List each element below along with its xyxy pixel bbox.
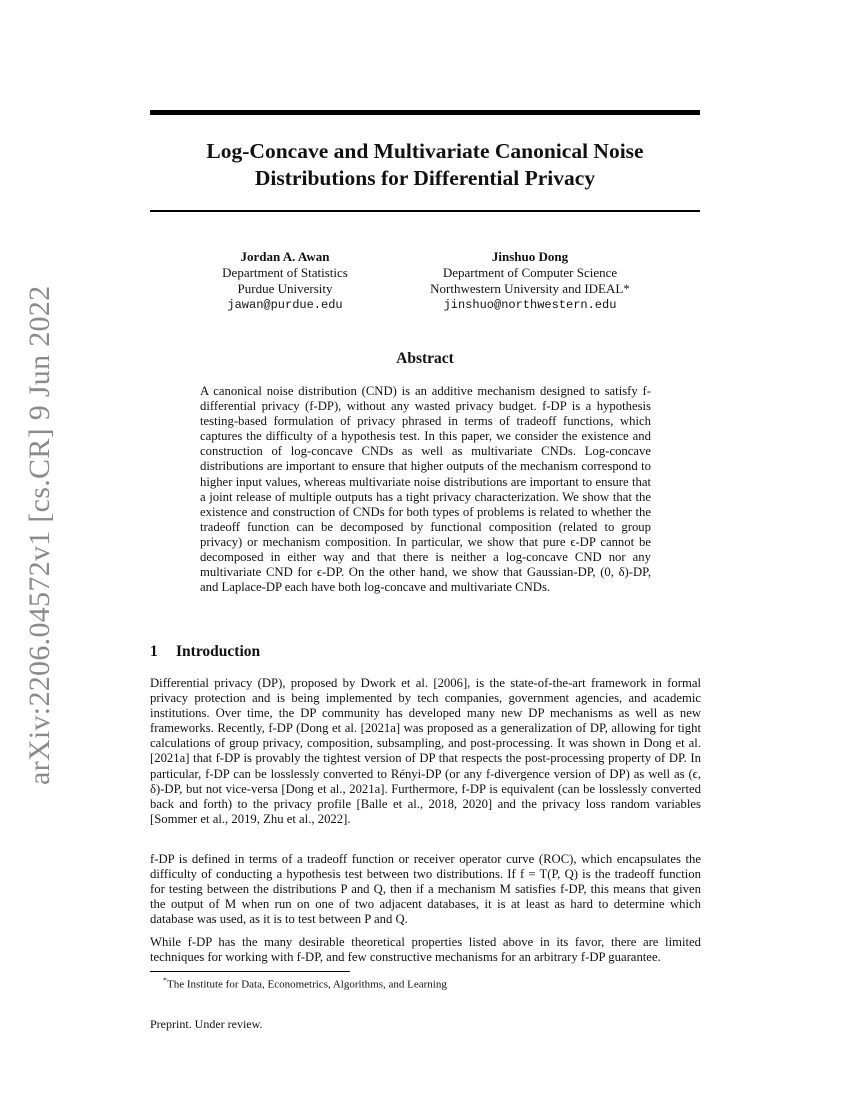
- author-block-2: [400, 249, 660, 313]
- author-email[interactable]: jawan@purdue.edu: [227, 298, 343, 312]
- footnote-marker: *: [163, 976, 167, 985]
- preprint-footer: Preprint. Under review.: [150, 1017, 263, 1031]
- title-line-1: Log-Concave and Multivariate Canonical Noise: [206, 139, 644, 163]
- author-name: Jordan A. Awan: [240, 249, 330, 264]
- section-title: Introduction: [176, 643, 261, 660]
- title-bottom-rule: [150, 210, 700, 212]
- section-heading-introduction: [150, 643, 260, 661]
- footnote-rule: [150, 971, 350, 972]
- intro-paragraph-2: f-DP is defined in terms of a tradeoff function or receiver operator curve (ROC), which encapsulates the difficulty of conducting a hypothesis test between two distributions. If f = T(P, Q) is the tradeoff function for testing between the distributions P and Q, then if a mechanism M satisfies f-DP, this means that given the output of M when run on one of two adjacent databases, it is at least as hard to determine which database was used, as it is to test between P and Q.: [150, 852, 701, 927]
- author-email[interactable]: jinshuo@northwestern.edu: [443, 298, 617, 312]
- title-line-2: Distributions for Differential Privacy: [254, 166, 596, 190]
- intro-paragraph-3: While f-DP has the many desirable theoretical properties listed above in its favor, there are limited techniques for working with f-DP, and few constructive mechanisms for an arbitrary f-DP guarantee.: [150, 935, 701, 965]
- title-top-rule: [150, 110, 700, 115]
- section-number: 1: [150, 643, 158, 660]
- author-institution: Purdue University: [237, 281, 333, 296]
- author-name: Jinshuo Dong: [491, 249, 569, 264]
- footnote-text: The Institute for Data, Econometrics, Algorithms, and Learning: [167, 978, 447, 991]
- author-institution: Northwestern University and IDEAL*: [430, 281, 630, 296]
- author-department: Department of Computer Science: [442, 265, 618, 280]
- footnote: [163, 976, 447, 991]
- abstract-heading: Abstract: [396, 350, 454, 367]
- author-block-1: [195, 249, 375, 313]
- paper-title: [150, 138, 700, 192]
- arxiv-stamp: arXiv:2206.04572v1 [cs.CR] 9 Jun 2022: [23, 285, 56, 785]
- arxiv-stamp-wrapper: [20, 285, 60, 785]
- intro-paragraph-1: Differential privacy (DP), proposed by Dwork et al. [2006], is the state-of-the-art framework in formal privacy protection and is being implemented by tech companies, government agencies, and academic institutions. Over time, the DP community has developed many new DP mechanisms as well as new frameworks. Recently, f-DP (Dong et al. [2021a] was proposed as a generalization of DP, allowing for tight calculations of group privacy, composition, subsampling, and post-processing. It was shown in Dong et al. [2021a] that f-DP is provably the tightest version of DP that respects the post-processing property of DP. In particular, f-DP can be losslessly converted to Rényi-DP (or any f-divergence version of DP) as well as (ϵ, δ)-DP, but not vice-versa [Dong et al., 2021a]. Furthermore, f-DP is equivalent (can be losslessly converted back and forth) to the privacy profile [Balle et al., 2018, 2020] and the privacy loss random variables [Sommer et al., 2019, Zhu et al., 2022].: [150, 676, 701, 826]
- abstract-text: A canonical noise distribution (CND) is an additive mechanism designed to satisfy f-differential privacy (f-DP), without any wasted privacy budget. f-DP is a hypothesis testing-based formulation of privacy phrased in terms of tradeoff functions, which captures the difficulty of a hypothesis test. In this paper, we consider the existence and construction of log-concave CNDs as well as multivariate CNDs. Log-concave distributions are important to ensure that higher outputs of the mechanism correspond to higher input values, whereas multivariate noise distributions are important to ensure that a joint release of multiple outputs has a tight privacy characterization. We show that the existence and construction of CNDs for both types of problems is related to whether the tradeoff function can be decomposed by functional composition (related to group privacy) or mechanism composition. In particular, we show that pure ϵ-DP cannot be decomposed in either way and that there is neither a log-concave CND nor any multivariate CND for ϵ-DP. On the other hand, we show that Gaussian-DP, (0, δ)-DP, and Laplace-DP each have both log-concave and multivariate CNDs.: [200, 384, 651, 595]
- author-department: Department of Statistics: [222, 265, 348, 280]
